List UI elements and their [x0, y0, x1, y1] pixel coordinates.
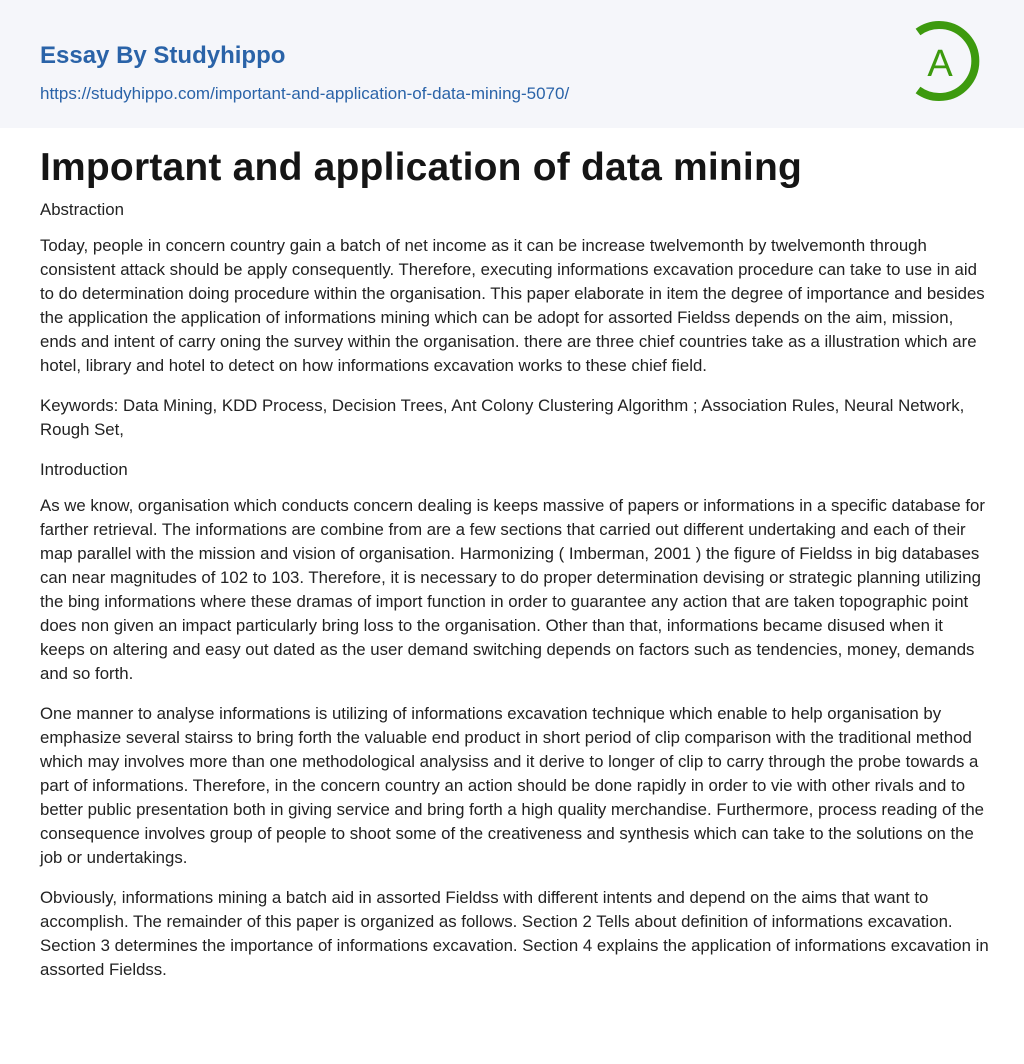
body-paragraph: One manner to analyse informations is utilizing of informations excavation technique which enable to help organisation by emphasize several stairss to bring forth the valuable end product in short period of clip comparison with the traditional method which may involves more than one methodological analysiss and it derive to longer of clip to carry through the probe towards a part of informations. Therefore, in the concern country an action should be done rapidly in order to vie with other rivals and to better public presentation both in giving service and bring forth a high quality merchandise. Furthermore, process reading of the consequence involves group of people to shoot some of the creativeness and synthesis which can take to the solutions on the job or undertakings. [40, 704, 985, 867]
keywords-paragraph: Keywords: Data Mining, KDD Process, Decision Trees, Ant Colony Clustering Algorithm ; Association Rules, Neural Network, Rough Set, [40, 396, 965, 439]
page-url-link[interactable]: https://studyhippo.com/important-and-application-of-data-mining-5070/ [40, 84, 570, 103]
essay-body [40, 198, 990, 998]
body-paragraph: As we know, organisation which conducts concern dealing is keeps massive of papers or informations in a specific database for farther retrieval. The informations are combine from are a few sections that carried out different undertaking and each of their map parallel with the mission and vision of organisation. Harmonizing ( Imberman, 2001 ) the figure of Fieldss in big databases can near magnitudes of 102 to 103. Therefore, it is necessary to do proper determination devising or strategic planning utilizing the bing informations where these dramas of import function in order to guarantee any action that are taken topographic point does non given an impact particularly bring loss to the organisation. Other than that, informations became disused when it keeps on altering and easy out dated as the user demand switching depends on factors such as tendencies, money, demands and so forth. [40, 496, 985, 683]
site-header [0, 0, 1024, 128]
svg-text:A: A [927, 43, 953, 85]
page-title: Important and application of data mining [40, 146, 803, 189]
section-heading-introduction: Introduction [40, 460, 128, 479]
body-paragraph: Obviously, informations mining a batch aid in assorted Fieldss with different intents and depend on the aims that want to accomplish. The remainder of this paper is organized as follows. Section 2 Tells about definition of informations excavation. Section 3 determines the importance of informations excavation. Section 4 explains the application of informations excavation in assorted Fieldss. [40, 888, 989, 979]
studyhippo-logo-icon[interactable] [910, 18, 986, 104]
brand-name[interactable]: Essay By Studyhippo [40, 42, 286, 69]
abstract-paragraph: Today, people in concern country gain a batch of net income as it can be increase twelvemonth by twelvemonth through consistent attack should be apply consequently. Therefore, executing informations excavation procedure can take to use in aid to do determination doing procedure within the organisation. This paper elaborate in item the degree of importance and besides the application the application of informations mining which can be adopt for assorted Fieldss depends on the aim, mission, ends and intent of carry oning the survey within the organisation. there are three chief countries take as a illustration which are hotel, library and hotel to detect on how informations excavation works to these chief field. [40, 236, 985, 375]
section-heading-abstraction: Abstraction [40, 200, 124, 219]
